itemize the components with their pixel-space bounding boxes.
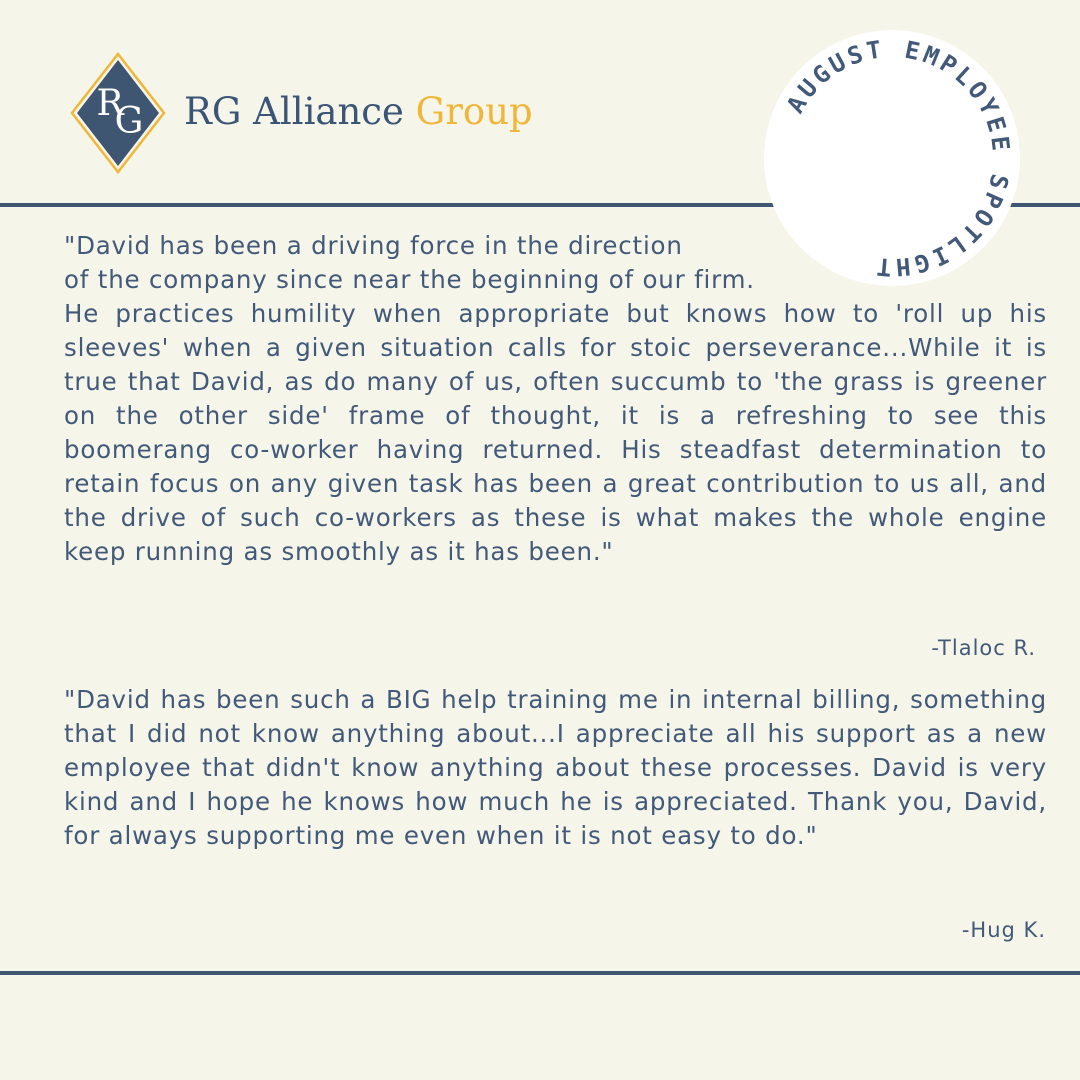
brand-name-primary: RG Alliance bbox=[184, 90, 404, 133]
quote-1-body: He practices humility when appropriate but knows how to 'roll up his sleeves' when a given situation calls for stoic perseverance...While it is true that David, as do many of us, often succumb to 'the grass is greener on the other side' frame of thought, it is a refreshing to see this boomerang co-worker having returned. His steadfast determination to retain focus on any given task has been a great contribution to us all, and the drive of such co-workers as these is what makes the whole engine keep running as smoothly as it has been." bbox=[64, 299, 1047, 566]
quote-2-body: "David has been such a BIG help training me in internal billing, something that I did not know anything about...I appreciate all his support as a new employee that didn't know anything about these processes. David is very kind and I hope he knows how much he is appreciated. Thank you, David, for always supporting me even when it is not easy to do." bbox=[64, 685, 1047, 850]
logo-letter-g: G bbox=[114, 101, 144, 142]
rg-monogram-logo bbox=[70, 52, 166, 174]
badge-ring-text: AUGUST EMPLOYEE SPOTLIGHT bbox=[781, 34, 1016, 282]
brand-name-accent: Group bbox=[415, 90, 533, 133]
quote-1-author: -Tlaloc R. bbox=[931, 636, 1036, 660]
quote-2-author: -Hug K. bbox=[961, 918, 1046, 942]
quote-1-opening: "David has been a driving force in the direction of the company since near the beginning of our firm. bbox=[64, 231, 755, 294]
brand-name bbox=[184, 90, 533, 133]
logo-letter-r: R bbox=[96, 83, 124, 124]
bottom-divider bbox=[0, 971, 1080, 975]
employee-spotlight-badge bbox=[762, 28, 1022, 288]
